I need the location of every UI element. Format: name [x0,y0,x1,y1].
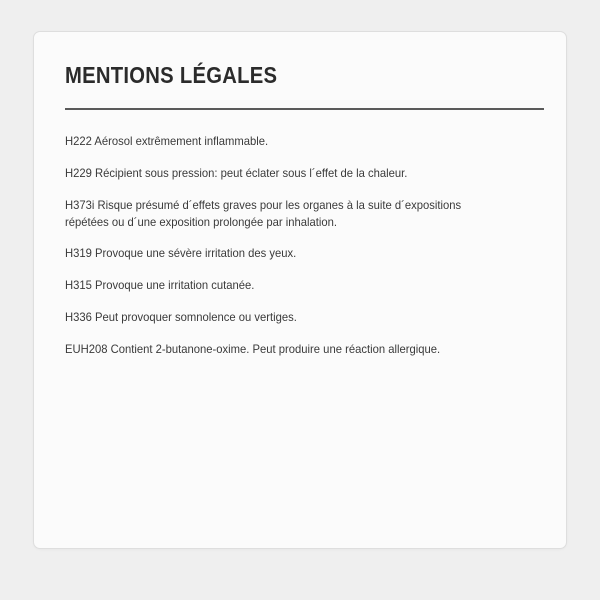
list-item: H222 Aérosol extrêmement inflammable. [65,135,269,149]
list-item: H336 Peut provoquer somnolence ou vertiges. [65,311,297,325]
title-divider [65,108,544,110]
page-title: MENTIONS LÉGALES [65,62,278,88]
list-item: H373i Risque présumé d´effets graves pour les organes à la suite d´expositions répétées ou d´une exposition prolongée par inhalation. [65,198,462,229]
list-item: H319 Provoque une sévère irritation des yeux. [65,247,297,261]
card-content [65,63,540,359]
list-item: H229 Récipient sous pression: peut éclater sous l´effet de la chaleur. [65,167,408,181]
list-item: EUH208 Contient 2-butanone-oxime. Peut produire une réaction allergique. [65,342,441,356]
legal-notice-card [33,31,567,549]
hazard-statement-list [65,134,540,358]
list-item: H315 Provoque une irritation cutanée. [65,279,255,293]
